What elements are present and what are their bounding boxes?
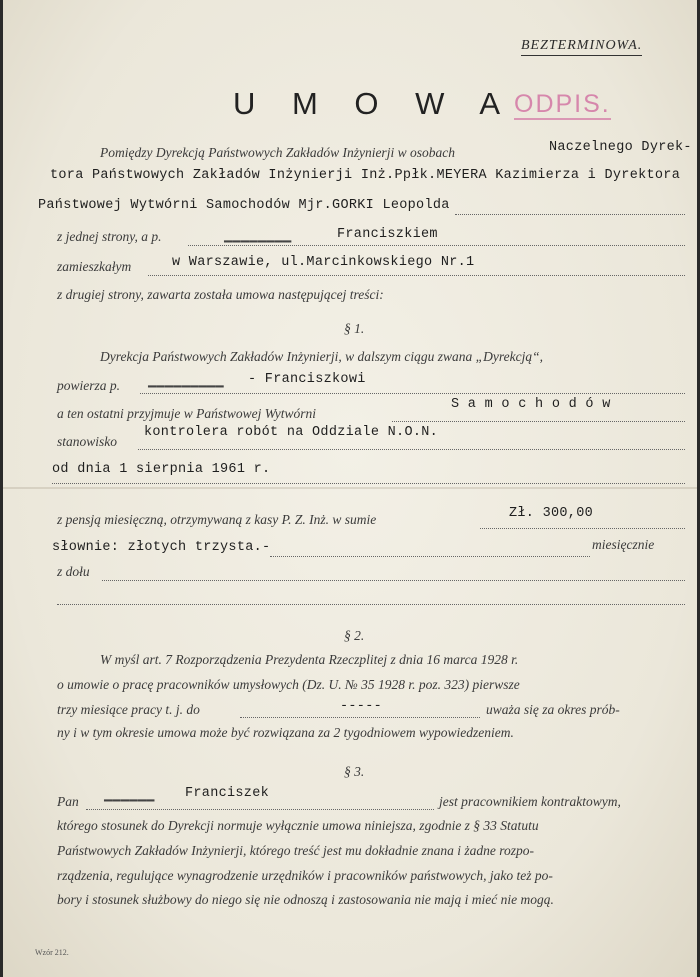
section2-line3b: uważa się za okres prób-: [486, 702, 620, 717]
section3-line3: Państwowych Zakładów Inżynierji, którego treść jest mu dokładnie znana i żadne rozpo-: [57, 843, 534, 858]
powierza-typed: - Franciszkowi: [248, 372, 366, 387]
fill-line: [455, 214, 685, 215]
section2-line4: ny i w tym okresie umowa może być rozwiązana za 2 tygodniowem wypowiedzeniem.: [57, 725, 514, 740]
section2-line3a: trzy miesiące pracy t. j. do: [57, 702, 200, 717]
section2-line1: W myśl art. 7 Rozporządzenia Prezydenta Rzeczplitej z dnia 16 marca 1928 r.: [100, 652, 519, 667]
pan-typed: Franciszek: [185, 786, 270, 801]
section2-line2: o umowie o pracę pracowników umysłowych (Dz. U. № 35 1928 r. poz. 323) pierwsze: [57, 677, 520, 692]
intro-line1-print: Pomiędzy Dyrekcją Państwowych Zakładów Inżynierji w osobach: [100, 145, 455, 160]
redaction: ▁▁▁▁▁▁▁▁▁: [148, 374, 224, 389]
fill-line: [188, 245, 685, 246]
slownie-typed: słownie: złotych trzysta.-: [52, 540, 271, 555]
fill-line: [392, 421, 685, 422]
document-title: U M O W A: [233, 86, 514, 121]
od-dnia-typed: od dnia 1 sierpnia 1961 r.: [52, 462, 271, 477]
section3-heading: § 3.: [344, 764, 365, 779]
fill-line: [138, 449, 685, 450]
section2-typed-date: -----: [340, 699, 383, 714]
section1-heading: § 1.: [344, 321, 365, 336]
fill-line: [270, 556, 590, 557]
fold-line: [0, 487, 700, 489]
fill-line: [140, 393, 685, 394]
druga-strona-print: z drugiej strony, zawarta została umowa następującej treści:: [57, 287, 384, 302]
zam-typed: w Warszawie, ul.Marcinkowskiego Nr.1: [172, 255, 475, 270]
ten-print: a ten ostatni przyjmuje w Państwowej Wytwórni: [57, 406, 317, 421]
fill-line: [480, 528, 685, 529]
section3-line2: którego stosunek do Dyrekcji normuje wyłącznie umowa niniejsza, zgodnie z § 33 Statutu: [57, 818, 539, 833]
fill-line: [102, 580, 685, 581]
ten-typed: S a m o c h o d ó w: [451, 397, 611, 412]
fill-line: [52, 483, 685, 484]
zam-print: zamieszkałym: [57, 259, 132, 274]
redaction: ▁▁▁▁▁▁: [104, 788, 155, 803]
intro-line2-typed: tora Państwowych Zakładów Inżynierji Inż.Ppłk.MEYERA Kazimierza i Dyrektora: [50, 168, 681, 183]
section3-line5: bory i stosunek służbowy do niego się nie odnoszą i zastosowania nie mają i mieć nie mogą.: [57, 892, 554, 907]
stanowisko-typed: kontrolera robót na Oddziale N.O.N.: [144, 425, 439, 440]
powierza-print: powierza p.: [57, 378, 121, 393]
form-number: Wzór 212.: [35, 948, 69, 957]
header-stamp: BEZTERMINOWA.: [521, 38, 642, 56]
fill-line: [148, 275, 685, 276]
fill-line: [86, 809, 434, 810]
strony-print: z jednej strony, a p.: [57, 229, 162, 244]
left-edge: [0, 0, 3, 977]
intro-line3-typed: Państwowej Wytwórni Samochodów Mjr.GORKI Leopolda: [38, 198, 450, 213]
section3-line4: rządzenia, regulujące wynagrodzenie urzędników i pracowników państwowych, jako też po-: [57, 868, 553, 883]
fill-line: [57, 604, 685, 605]
fill-line: [240, 717, 480, 718]
pan-print: Pan: [57, 794, 79, 809]
miesiecznie-print: miesięcznie: [592, 537, 655, 552]
odpis-stamp: ODPIS.: [514, 90, 611, 118]
strony-typed: Franciszkiem: [337, 227, 438, 242]
section1-p1: Dyrekcja Państwowych Zakładów Inżynierji, w dalszym ciągu zwana „Dyrekcją“,: [100, 349, 543, 364]
z-dolu-print: z dołu: [57, 564, 90, 579]
intro-line1-typed: Naczelnego Dyrek-: [549, 140, 692, 155]
stanowisko-print: stanowisko: [57, 434, 118, 449]
redaction: ▁▁▁▁▁▁▁▁: [224, 229, 292, 244]
pensja-print: z pensją miesięczną, otrzymywaną z kasy P. Z. Inż. w sumie: [57, 512, 377, 527]
section2-heading: § 2.: [344, 628, 365, 643]
pensja-typed: Zł. 300,00: [509, 506, 594, 521]
pan-rest: jest pracownikiem kontraktowym,: [439, 794, 621, 809]
